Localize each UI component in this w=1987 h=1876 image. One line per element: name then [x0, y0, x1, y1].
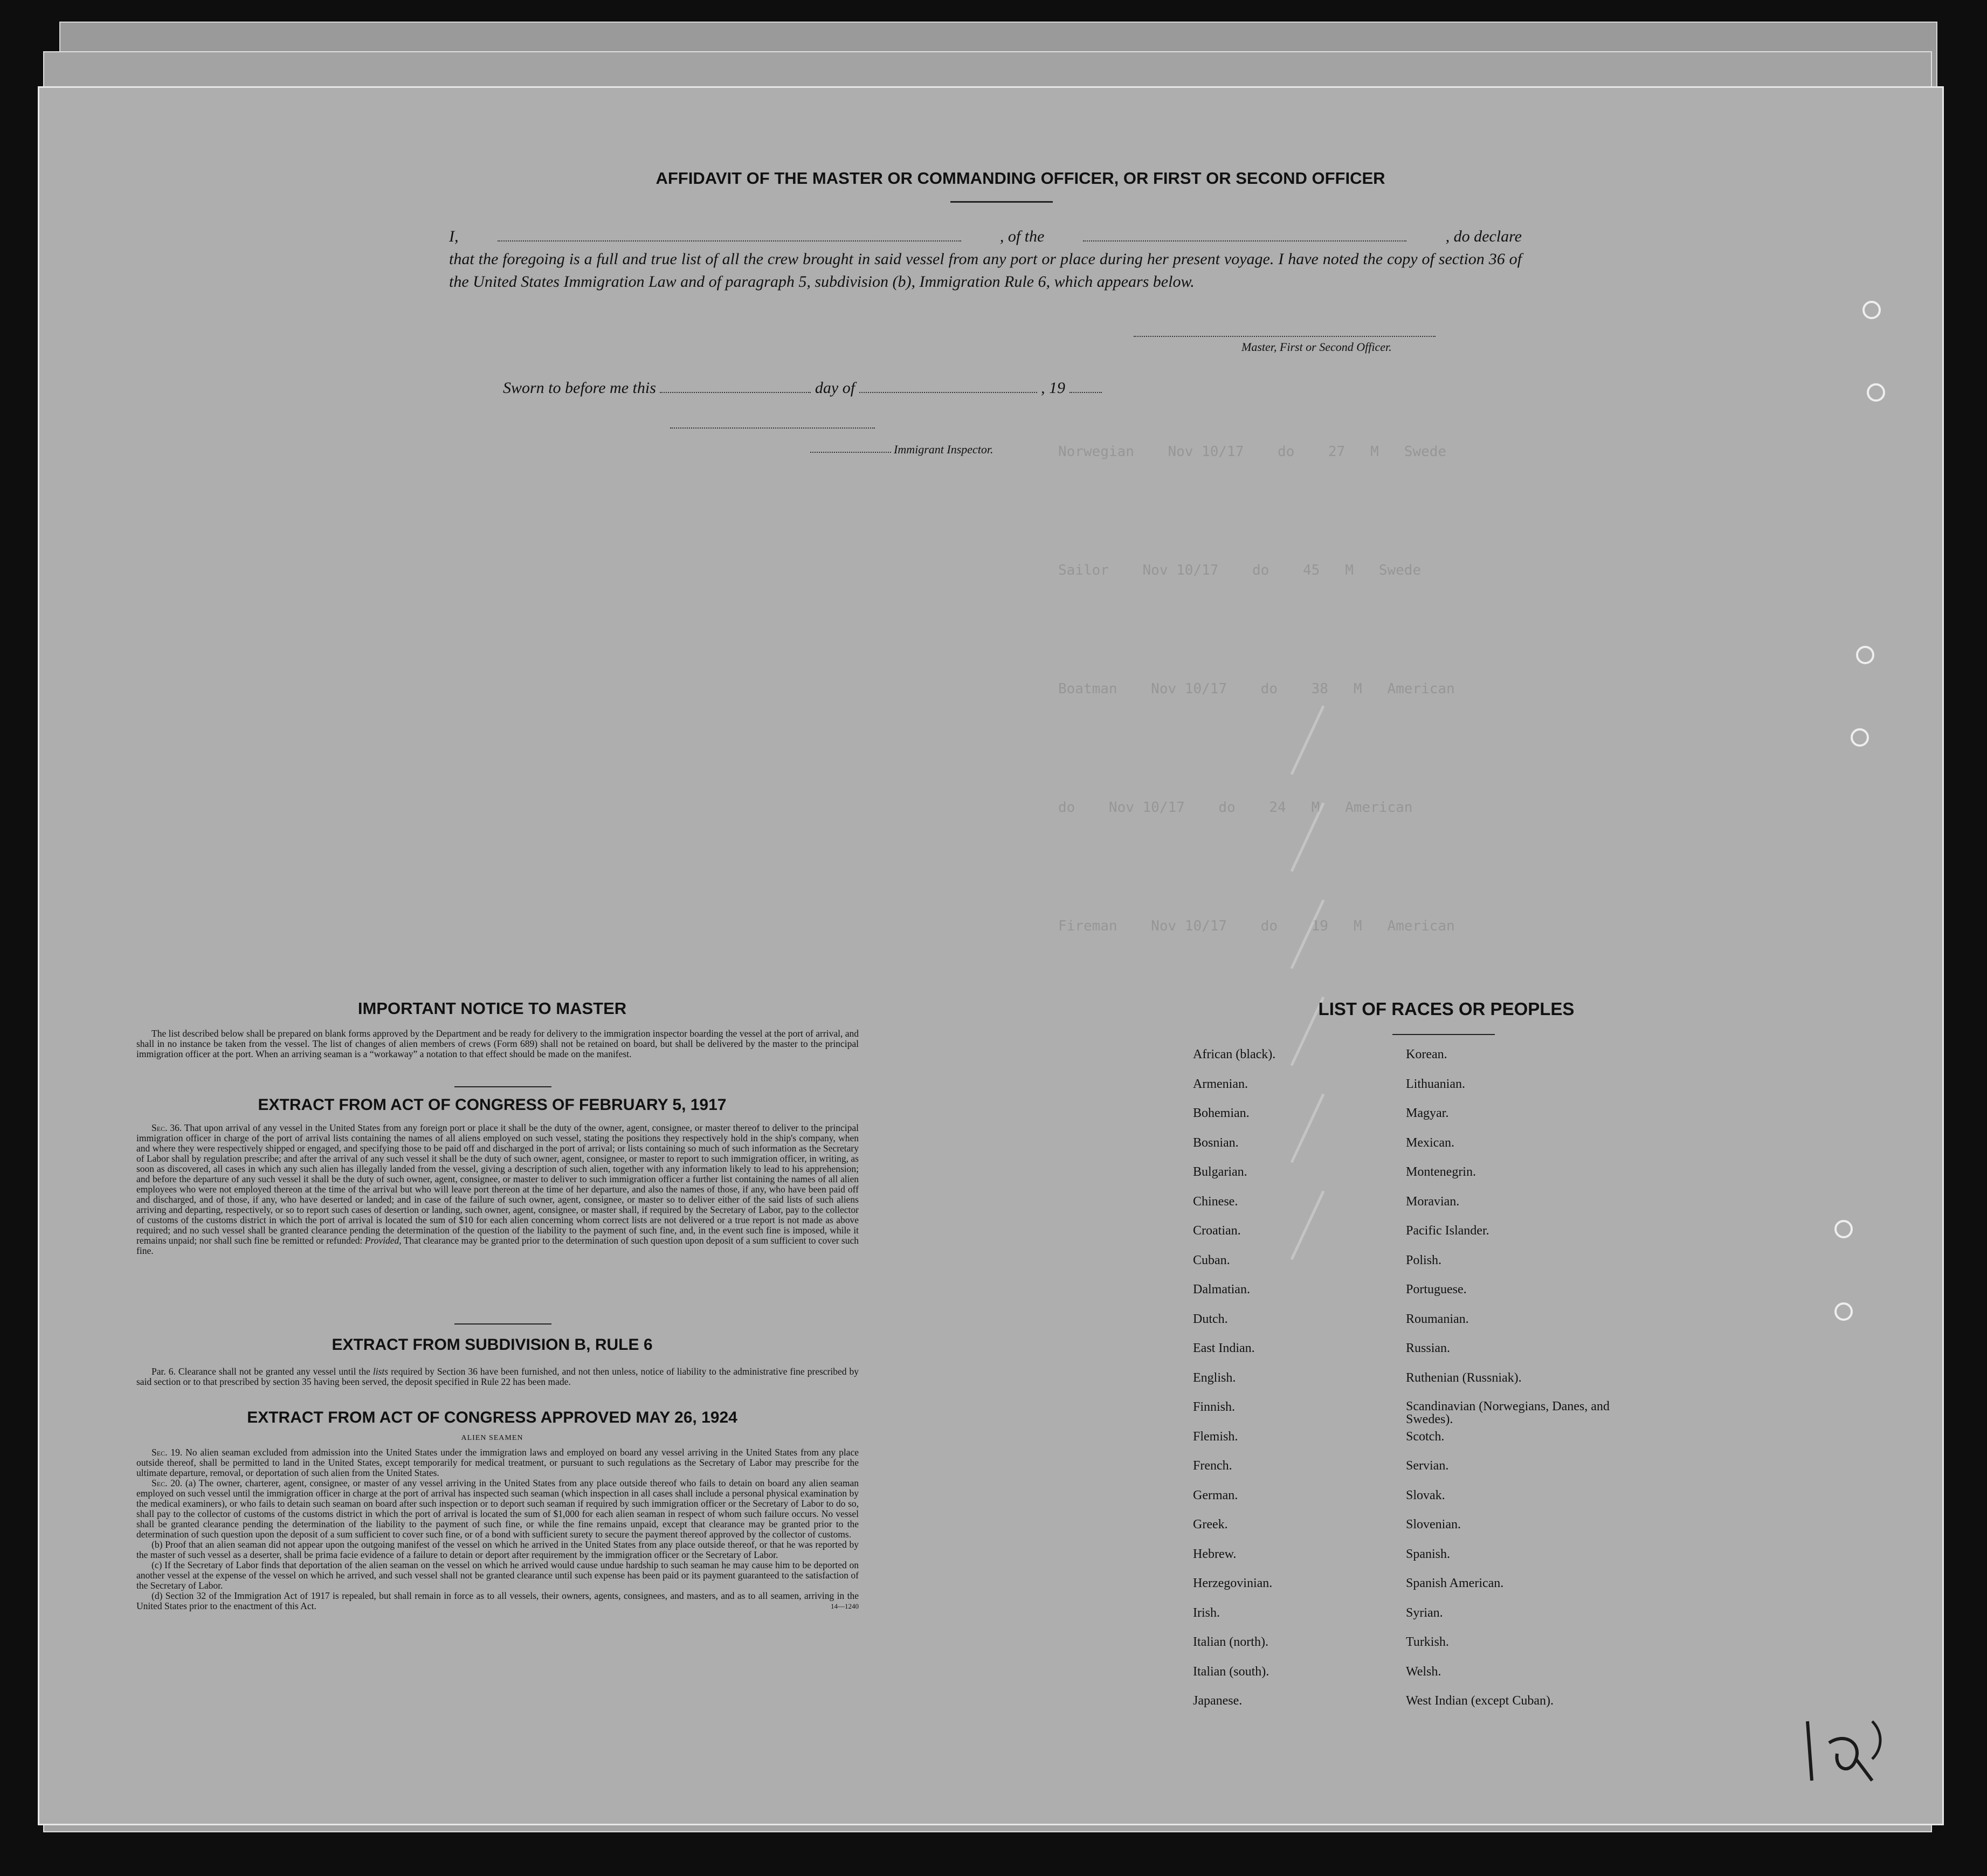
inspector-signature-line[interactable]	[670, 427, 875, 429]
race-item: Korean.	[1406, 1047, 1447, 1061]
race-item: English.	[1193, 1370, 1236, 1385]
day-blank[interactable]	[660, 379, 811, 393]
race-item: Bohemian.	[1193, 1106, 1250, 1120]
race-item: Greek.	[1193, 1518, 1228, 1532]
races-right-column	[1406, 1047, 1611, 1723]
race-item: Irish.	[1193, 1605, 1220, 1620]
handwritten-mark	[1791, 1711, 1888, 1791]
race-item: Hebrew.	[1193, 1547, 1237, 1561]
race-item: Dutch.	[1193, 1312, 1228, 1326]
sworn-line: Sworn to before me this day of , 19	[503, 379, 1102, 397]
divider	[950, 201, 1053, 203]
race-item: Finnish.	[1193, 1400, 1236, 1414]
race-item: Italian (south).	[1193, 1664, 1270, 1679]
binder-hole	[1862, 301, 1881, 319]
race-item: East Indian.	[1193, 1341, 1255, 1355]
race-item: Roumanian.	[1406, 1312, 1469, 1326]
race-item: Montenegrin.	[1406, 1165, 1476, 1179]
race-item: Syrian.	[1406, 1605, 1443, 1620]
affidavit-title: AFFIDAVIT OF THE MASTER OR COMMANDING OFFICER, OR FIRST OR SECOND OFFICER	[656, 169, 1385, 188]
form-number: 14—1240	[831, 1602, 859, 1610]
race-item: Spanish American.	[1406, 1576, 1504, 1590]
affidavit-body: that the foregoing is a full and true list of all the crew brought in said vessel from any port or place during her present voyage. I have noted the copy of section 36 of the United States Immigration Law and of paragraph 5, subdivision (b), Immigration Rule 6, which appears below.	[449, 250, 1522, 291]
race-item: French.	[1193, 1459, 1232, 1473]
year-blank[interactable]	[1070, 379, 1102, 393]
race-item: Scandinavian (Norwegians, Danes, and Swedes).	[1406, 1399, 1610, 1426]
race-item: Cuban.	[1193, 1253, 1230, 1267]
divider	[1392, 1034, 1495, 1035]
vessel-blank[interactable]	[1083, 227, 1406, 242]
race-item: Japanese.	[1193, 1694, 1243, 1708]
inspector-signature-line[interactable]	[810, 452, 891, 453]
master-signature-line[interactable]	[1134, 336, 1436, 337]
race-item: Welsh.	[1406, 1664, 1441, 1679]
race-item: West Indian (except Cuban).	[1406, 1694, 1554, 1708]
divider	[454, 1323, 551, 1325]
race-item: Magyar.	[1406, 1106, 1449, 1120]
binder-hole	[1856, 646, 1874, 664]
master-signature-label: Master, First or Second Officer.	[1241, 340, 1392, 354]
race-item: Ruthenian (Russniak).	[1406, 1370, 1522, 1385]
extract-1917-title: EXTRACT FROM ACT OF CONGRESS OF FEBRUARY 5, 1917	[258, 1096, 727, 1114]
race-item: Dalmatian.	[1193, 1282, 1250, 1296]
affidavit-page: Norwegian Nov 10/17 do 27 M Swede Sailor Nov 10/17 do 45 M Swede Boatman Nov 10/17 do 38 M American do Nov 10/17 do 24 M American Fireman Nov 10/17 do 19 M American AFFIDAVIT OF THE MASTER OR COMMANDING OFFICER, OR FIRST OR SECOND OFFICER I, , of the , do declare that the foregoing is a full and true list of all the crew brought in said vessel from any port or place during her present voyage. I have noted the copy of section 36 of the United States Immigration Law and of paragraph 5, subdivision (b), Immigration Rule 6, which appears below. Master, First or Second Officer. Sworn to before me this day of , 19 Immigrant Inspector. IMPORTANT NOTICE TO MASTER The list described below shall be prepared on blank forms approved by the Department and be ready for delivery to the immigration inspector boarding the vessel at the port of arrival, and shall in no instance be taken from the vessel. The list of changes of alien members of crews (Form 689) shall not be retained on board, but shall be delivered by the master to the principal immigration officer at the port. When an arriving seaman is a “workaway” a notation to that effect should be made on the manifest. EXTRACT FROM ACT OF CONGRESS OF FEBRUARY 5, 1917 Sec. 36. That upon arrival of any vessel in the United States from any foreign port or place it shall be the duty of the owner, agent, consignee, or master thereof to deliver to the principal immigration officer in charge of the port of arrival lists containing the names of all aliens employed on such vessel, stating the positions they respectively hold in the ship's company, when and where they were respectively shipped or engaged, and specifying those to be paid off and discharged in the port of arrival; or lists containing so much of such information as the Secretary of Labor shall by regulation prescribe; and after the arrival of any such vessel it shall be the duty of such owner, agent, consignee, or master to report to such immigration officer, in writing, as soon as discovered, all cases in which any such alien has illegally landed from the vessel, giving a description of such alien, together with any information likely to lead to his apprehension; and before the departure of any such vessel it shall be the duty of such owner, agent, consignee, or master to deliver to such immigration officer a further list containing the names of all alien employees who were not employed thereon at the time of the arrival but who will leave port thereon at the time of her departure, and also the names of those, if any, who have been paid off and discharged, and of those, if any, who have deserted or landed; and in case of the failure of such owner, agent, consignee, or master so to deliver either of the said lists of such aliens arriving and departing, respectively, or so to report such cases of desertion or landing, such owner, agent, consignee, or master shall, if required by the Secretary of Labor, pay to the collector of customs of the customs district in which the port of arrival is located the sum of $10 for each alien concerning whom correct lists are not delivered or a true report is not made as above required; and no such vessel shall be granted clearance pending the determination of the question of the liability to the payment of such fine, and, in the event such fine is imposed, while it remains unpaid; nor shall such fine be remitted or refunded: Provided, That clearance may be granted prior to the determination of such question upon deposit of a sum sufficient to cover such fine. EXTRACT FROM SUBDIVISION B, RULE 6 Par. 6. Clearance shall not be granted any vessel until the lists required by Section 36 have been furnished, and not then unless, notice of liability to the administrative fine prescribed by said section or to that prescribed by section 35 having been served, the deposit specified in Rule 22 has been made. EXTRACT FROM ACT OF CONGRESS APPROVED MAY 26, 1924 ALIEN SEAMEN Sec. 19. No alien seaman excluded from admission into the United States under the immigration laws and employed on board any vessel arriving in the United States from any place outside thereof, shall be permitted to land in the United States, except temporarily for medical treatment, or pursuant to such regulations as the Secretary of Labor may prescribe for the ultimate departure, removal, or deportation of such alien from the United States. Sec. 20. (a) The owner, charterer, agent, consignee, or master of any vessel arriving in the United States from any place outside thereof who fails to detain on board any alien seaman employed on such vessel until the immigration officer in charge at the port of arrival has inspected such seaman (which inspection in all cases shall include a personal physical examination by the medical examiners), or who fails to detain such seaman on board after such inspection or to deport such seaman if required by such immigration officer or the Secretary of Labor to do so, shall pay to the collector of customs of the customs district in which the port of arrival is located the sum of $1,000 for each alien seaman in respect of whom such failure occurs. No vessel shall be granted clearance pending the determination of the liability to the payment of such fine, or while the fine remains unpaid, except that clearance may be granted prior to the determination of such question upon the deposit of a sum sufficient to cover such fine, or of a bond with sufficient surety to secure the payment thereof approved by the collector of customs. (b) Proof that an alien seaman did not appear upon the outgoing manifest of the vessel on which he arrived in the United States from any place outside thereof, or that he was reported by the master of such vessel as a deserter, shall be prima facie evidence of a failure to detain or deport after requirement by the immigration officer or the Secretary of Labor. (c) If the Secretary of Labor finds that deportation of the alien seaman on the vessel on which he arrived would cause undue hardship to such seaman he may cause him to be deported on another vessel at the expense of the vessel on which he arrived, and such vessel shall not be granted clearance until such expense has been paid or its payment guaranteed to the satisfaction of the Secretary of Labor. (d) Section 32 of the Immigration Act of 1917 is repealed, but shall remain in force as to all vessels, their owners, agents, consignees, and masters, and as to all seamen, arriving in the United States prior to the enactment of this Act. 14—1240 LIST OF RACES OR PEOPLES African (black). Armenian. Bohemian. Bosnian. Bulgarian. Chinese. Croatian. Cuban. Dalmatian. Dutch. East Indian. English. Finnish. Flemish. French. German. Greek. Hebrew. Herzegovinian. Irish. Italian (north). Italian (south). Japanese. Korean. Lithuanian. Magyar. Mexican. Montenegrin. Moravian. Pacific Islander. Polish. Portuguese. Roumanian. Russian. Ruthenian (Russniak). Scandinavian (Norwegians, Danes, and Swedes). Scotch. Servian. Slovak. Slovenian. Spanish. Spanish American. Syrian. Turkish. Welsh. West Indian (except Cuban).	[38, 86, 1944, 1825]
binder-hole	[1851, 728, 1869, 747]
month-blank[interactable]	[859, 379, 1037, 393]
race-item: Flemish.	[1193, 1429, 1238, 1444]
extract-1917-text: Sec. 36. That upon arrival of any vessel in the United States from any foreign port or place it shall be the duty of the owner, agent, consignee, or master thereof to deliver to the principal immigration officer in charge of the port of arrival lists containing the names of all aliens employed on such vessel, stating the positions they respectively hold in the ship's company, when and where they were respectively shipped or engaged, and specifying those to be paid off and discharged in the port of arrival; or lists containing so much of such information as the Secretary of Labor shall by regulation prescribe; and after the arrival of any such vessel it shall be the duty of such owner, agent, consignee, or master to report to such immigration officer, in writing, as soon as discovered, all cases in which any such alien has illegally landed from the vessel, giving a description of such alien, together with any information likely to lead to his apprehension; and before the departure of any such vessel it shall be the duty of such owner, agent, consignee, or master to deliver to such immigration officer a further list containing the names of all alien employees who were not employed thereon at the time of the arrival but who will leave port thereon at the time of her departure, and also the names of those, if any, who have been paid off and discharged, and of those, if any, who have deserted or landed; and in case of the failure of such owner, agent, consignee, or master so to deliver either of the said lists of such aliens arriving and departing, respectively, or so to report such cases of desertion or landing, such owner, agent, consignee, or master shall, if required by the Secretary of Labor, pay to the collector of customs of the customs district in which the port of arrival is located the sum of $10 for each alien concerning whom correct lists are not delivered or a true report is not made as above required; and no such vessel shall be granted clearance pending the determination of the question of the liability to the payment of such fine, and, in the event such fine is imposed, while it remains unpaid; nor shall such fine be remitted or refunded: Provided, That clearance may be granted prior to the determination of such question upon deposit of a sum sufficient to cover such fine.	[136, 1122, 859, 1256]
binder-hole	[1834, 1302, 1853, 1321]
race-item: Bosnian.	[1193, 1135, 1239, 1150]
races-left-column	[1193, 1047, 1275, 1723]
races-title: LIST OF RACES OR PEOPLES	[1318, 999, 1575, 1019]
extract-1924-text: Sec. 19. No alien seaman excluded from admission into the United States under the immigration laws and employed on board any vessel arriving in the United States from any place outside thereof, shall be permitted to land in the United States, except temporarily for medical treatment, or pursuant to such regulations as the Secretary of Labor may prescribe for the ultimate departure, removal, or deportation of such alien from the United States. Sec. 20. (a) The owner, charterer, agent, consignee, or master of any vessel arriving in the United States from any place outside thereof who fails to detain on board any alien seaman employed on such vessel until the immigration officer in charge at the port of arrival has inspected such seaman (which inspection in all cases shall include a personal physical examination by the medical examiners), or who fails to detain such seaman on board after such inspection or to deport such seaman if required by such immigration officer or the Secretary of Labor to do so, shall pay to the collector of customs of the customs district in which the port of arrival is located the sum of $1,000 for each alien seaman in respect of whom such failure occurs. No vessel shall be granted clearance pending the determination of the liability to the payment of such fine, or while the fine remains unpaid, except that clearance may be granted prior to the determination of such question upon the deposit of a sum sufficient to cover such fine, or of a bond with sufficient surety to secure the payment thereof approved by the collector of customs. (b) Proof that an alien seaman did not appear upon the outgoing manifest of the vessel on which he arrived in the United States from any place outside thereof, or that he was reported by the master of such vessel as a deserter, shall be prima facie evidence of a failure to detain or deport after requirement by the immigration officer or the Secretary of Labor. (c) If the Secretary of Labor finds that deportation of the alien seaman on the vessel on which he arrived would cause undue hardship to such seaman he may cause him to be deported on another vessel at the expense of the vessel on which he arrived, and such vessel shall not be granted clearance until such expense has been paid or its payment guaranteed to the satisfaction of the Secretary of Labor. (d) Section 32 of the Immigration Act of 1917 is repealed, but shall remain in force as to all vessels, their owners, agents, consignees, and masters, and as to all seamen, arriving in the United States prior to the enactment of this Act. 14—1240	[136, 1447, 859, 1611]
notice-title: IMPORTANT NOTICE TO MASTER	[357, 999, 627, 1018]
race-item: Bulgarian.	[1193, 1165, 1247, 1179]
race-item: Turkish.	[1406, 1635, 1449, 1649]
race-item: Herzegovinian.	[1193, 1576, 1273, 1590]
race-item: Spanish.	[1406, 1547, 1451, 1561]
affidavit-declaration: I, , of the , do declare that the foregoing is a full and true list of all the crew brought in said vessel from any port or place during her present voyage. I have noted the copy of section 36 of the United States Immigration Law and of paragraph 5, subdivision (b), Immigration Rule 6, which appears below.	[449, 225, 1522, 293]
race-item: Croatian.	[1193, 1224, 1241, 1238]
extract-1924-title: EXTRACT FROM ACT OF CONGRESS APPROVED MAY 26, 1924	[247, 1409, 737, 1426]
race-item: Lithuanian.	[1406, 1077, 1465, 1091]
race-item: Polish.	[1406, 1253, 1442, 1267]
binder-hole	[1834, 1220, 1853, 1238]
extract-rule6-title: EXTRACT FROM SUBDIVISION B, RULE 6	[332, 1336, 653, 1354]
race-item: Portuguese.	[1406, 1282, 1467, 1296]
name-blank[interactable]	[498, 227, 961, 242]
race-item: Slovenian.	[1406, 1518, 1461, 1532]
race-item: Moravian.	[1406, 1194, 1460, 1209]
inspector-signature-label: Immigrant Inspector.	[894, 443, 994, 456]
race-item: Armenian.	[1193, 1077, 1248, 1091]
race-item: German.	[1193, 1488, 1238, 1502]
race-item: African (black).	[1193, 1047, 1276, 1061]
race-item: Russian.	[1406, 1341, 1451, 1355]
race-item: Italian (north).	[1193, 1635, 1268, 1649]
race-item: Chinese.	[1193, 1194, 1238, 1209]
race-item: Mexican.	[1406, 1135, 1454, 1150]
extract-rule6-text: Par. 6. Clearance shall not be granted any vessel until the lists required by Section 36 have been furnished, and not then unless, notice of liability to the administrative fine prescribed by said section or to that prescribed by section 35 having been served, the deposit specified in Rule 22 has been made.	[136, 1366, 859, 1387]
race-item: Servian.	[1406, 1459, 1449, 1473]
race-item: Scotch.	[1406, 1429, 1445, 1444]
race-item: Slovak.	[1406, 1488, 1445, 1502]
notice-text: The list described below shall be prepared on blank forms approved by the Department and be ready for delivery to the immigration inspector boarding the vessel at the port of arrival, and shall in no instance be taken from the vessel. The list of changes of alien members of crews (Form 689) shall not be retained on board, but shall be delivered by the master to the principal immigration officer at the port. When an arriving seaman is a “workaway” a notation to that effect should be made on the manifest.	[136, 1028, 859, 1059]
extract-1924-subtitle: ALIEN SEAMEN	[461, 1434, 523, 1442]
binder-hole	[1867, 383, 1885, 402]
race-item: Pacific Islander.	[1406, 1224, 1489, 1238]
divider	[454, 1086, 551, 1087]
